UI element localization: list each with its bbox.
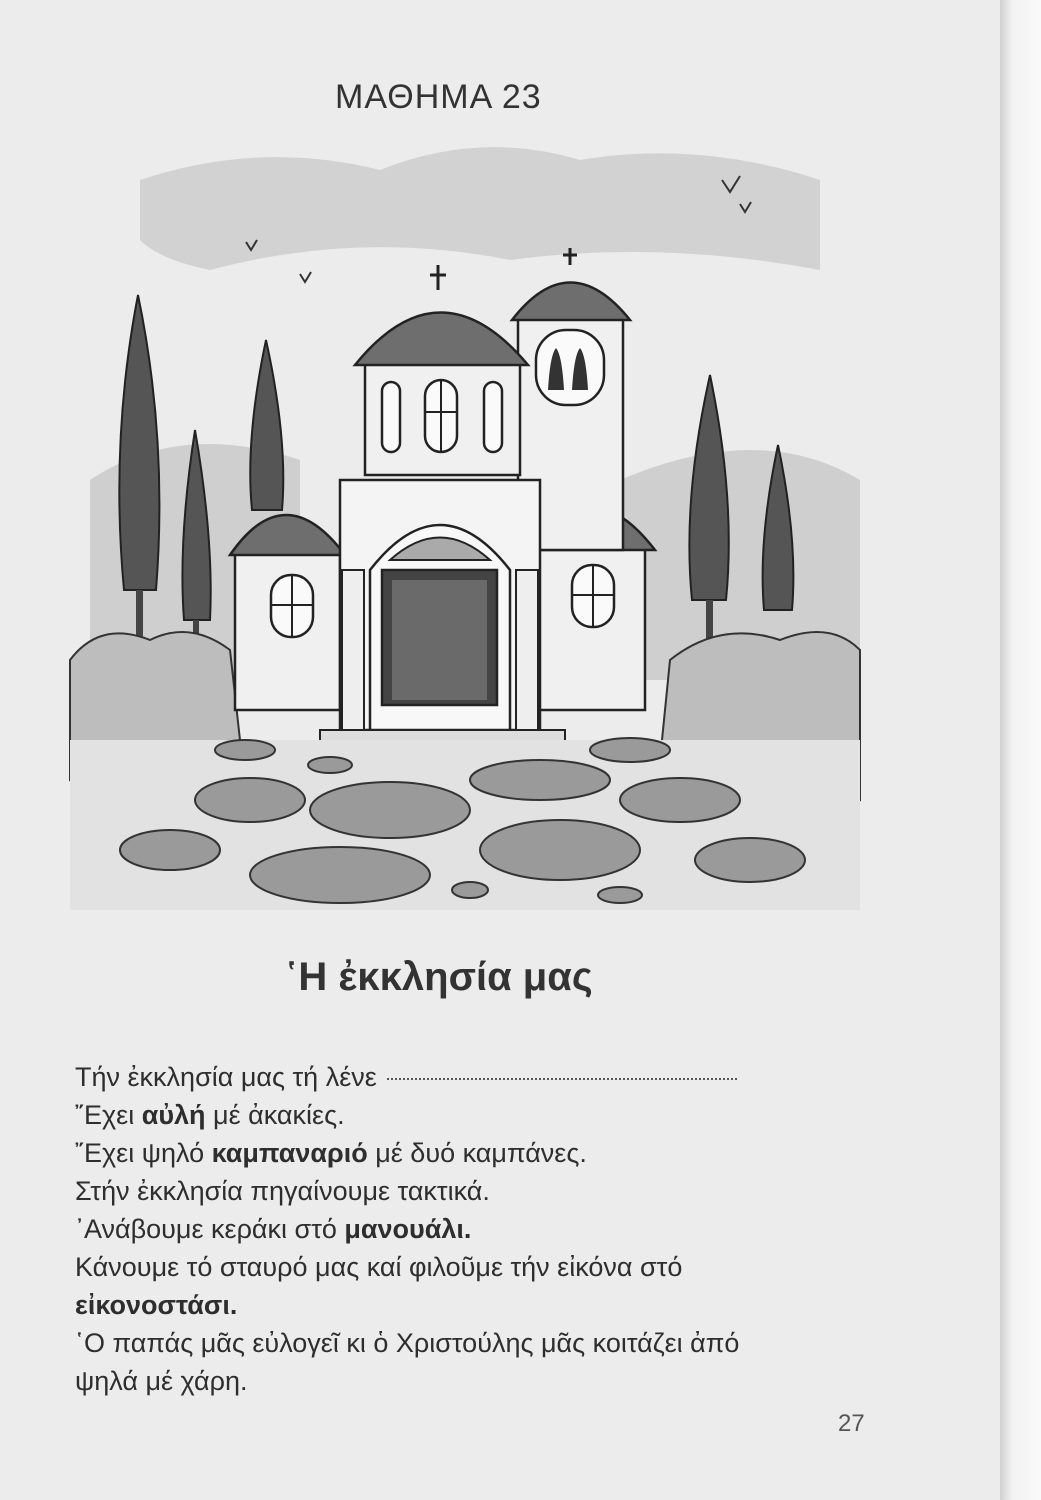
- bold-word: καμπαναριό: [211, 1138, 368, 1168]
- text-fragment: ῎Εχει ψηλό: [75, 1138, 212, 1168]
- text-fragment: Τήν ἐκκλησία μας τή λένε: [75, 1062, 377, 1092]
- text-line: [75, 1134, 875, 1172]
- text-fragment: μέ δυό καμπάνες.: [367, 1138, 587, 1168]
- text-line: [75, 1248, 875, 1286]
- bold-word: αὐλή: [141, 1100, 206, 1130]
- page-number: 27: [838, 1410, 865, 1437]
- text-line: [75, 1058, 875, 1096]
- text-line: [75, 1286, 875, 1324]
- text-line: [75, 1362, 875, 1400]
- fill-in-blank[interactable]: [387, 1078, 737, 1080]
- text-line: [75, 1172, 875, 1210]
- text-line: [75, 1324, 875, 1362]
- text-line: [75, 1096, 875, 1134]
- text-fragment: ῎Εχει: [75, 1100, 142, 1130]
- page-edge: [1000, 0, 1041, 1500]
- text-fragment: ῾Ο παπάς μᾶς εὐλογεῖ κι ὁ Χριστούλης μᾶς κοιτάζει ἀπό: [75, 1328, 740, 1358]
- text-fragment: μέ ἀκακίες.: [205, 1100, 345, 1130]
- text-fragment: ψηλά μέ χάρη.: [75, 1366, 248, 1396]
- text-fragment: Κάνουμε τό σταυρό μας καί φιλοῦμε τήν εἰκόνα στό: [75, 1252, 683, 1282]
- text-line: [75, 1210, 875, 1248]
- church-illustration: [60, 120, 870, 910]
- text-fragment: Στήν ἐκκλησία πηγαίνουμε τακτικά.: [75, 1176, 490, 1206]
- text-body: [75, 1058, 875, 1400]
- bold-word: εἰκονοστάσι.: [75, 1290, 238, 1320]
- text-heading: ῾Η ἐκκλησία μας: [285, 955, 593, 999]
- text-fragment: ᾿Ανάβουμε κεράκι στό: [75, 1214, 345, 1244]
- lesson-title: ΜΑΘΗΜΑ 23: [335, 78, 542, 116]
- bold-word: μανουάλι.: [344, 1214, 472, 1244]
